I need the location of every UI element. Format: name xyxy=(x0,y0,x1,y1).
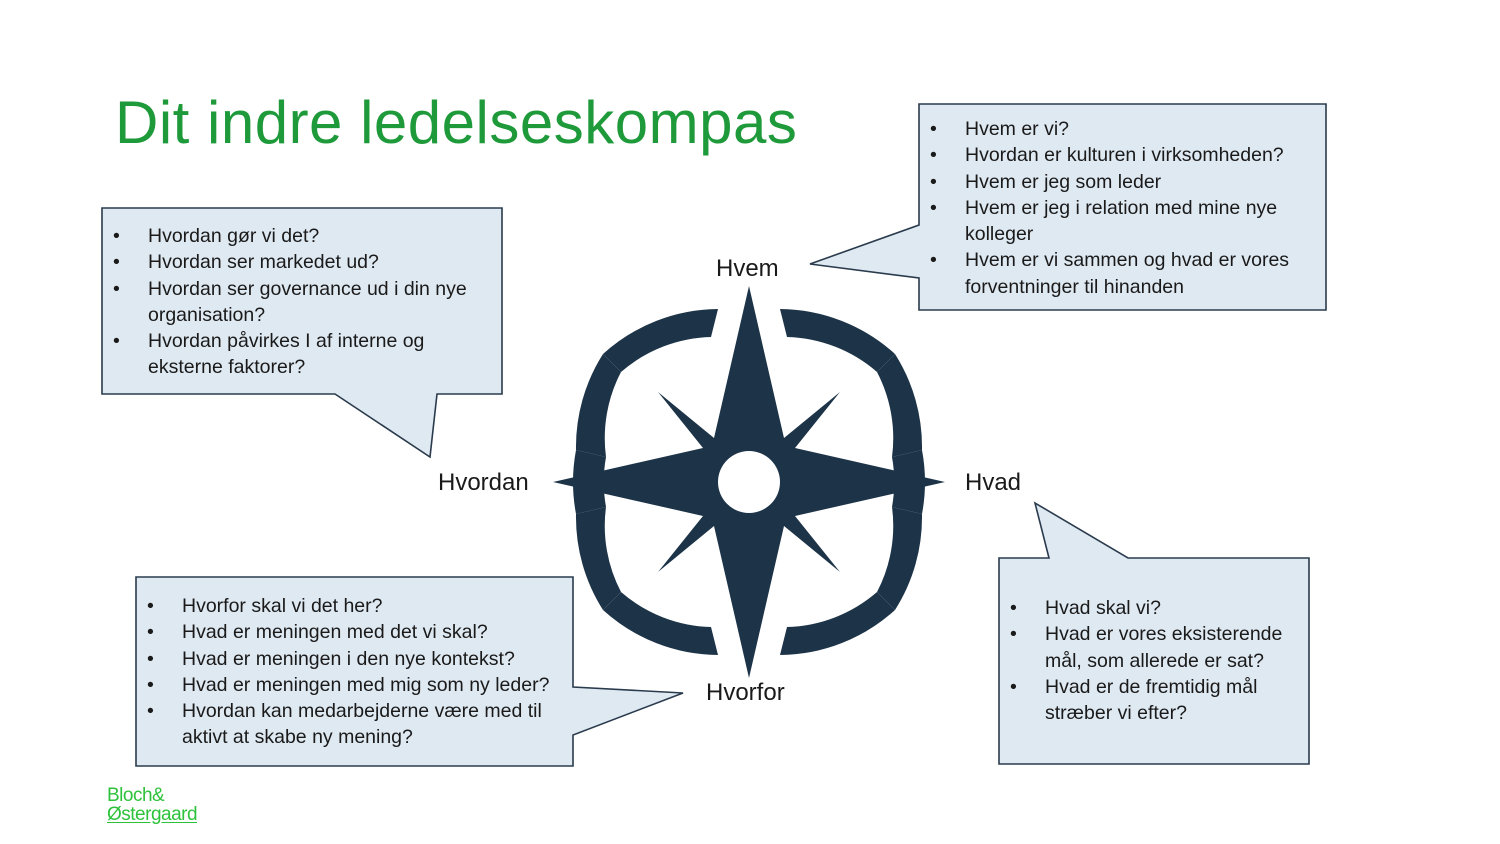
direction-east-label: Hvad xyxy=(965,469,1022,496)
bubble-hvordan xyxy=(102,223,497,381)
bubble-hvorfor-item: • Hvad er meningen med det vi skal? xyxy=(136,619,566,645)
bubble-hvem-item: • Hvem er jeg som leder xyxy=(919,169,1314,195)
bubble-hvad-item: • Hvad er vores eksisterende mål, som allerede er sat? xyxy=(999,621,1304,674)
bubble-hvordan-item: • Hvordan gør vi det? xyxy=(102,223,497,249)
bubble-hvorfor xyxy=(136,593,566,751)
bubble-hvad-item: • Hvad skal vi? xyxy=(999,595,1304,621)
compass-star-icon xyxy=(553,286,945,678)
bubble-hvorfor-item: • Hvad er meningen med mig som ny leder? xyxy=(136,672,566,698)
direction-west-label: Hvordan xyxy=(438,469,529,496)
bubble-hvad-item: • Hvad er de fremtidig mål stræber vi efter? xyxy=(999,674,1304,727)
bubble-hvem-item: • Hvem er vi sammen og hvad er vores forventninger til hinanden xyxy=(919,247,1314,300)
bubble-hvorfor-item: • Hvad er meningen i den nye kontekst? xyxy=(136,646,566,672)
bubble-hvorfor-item: • Hvorfor skal vi det her? xyxy=(136,593,566,619)
bubble-hvem-item: • Hvem er jeg i relation med mine nye kolleger xyxy=(919,195,1314,248)
compass-icon xyxy=(553,286,945,678)
logo-line-2: Østergaard xyxy=(107,804,198,825)
bubble-hvorfor-item: • Hvordan kan medarbejderne være med til aktivt at skabe ny mening? xyxy=(136,698,566,751)
brand-logo xyxy=(107,786,197,824)
bubble-hvordan-item: • Hvordan ser governance ud i din nye organisation? xyxy=(102,276,497,329)
direction-south-label: Hvorfor xyxy=(706,679,785,706)
bubble-hvem xyxy=(919,116,1314,300)
bubble-hvem-item: • Hvordan er kulturen i virksomheden? xyxy=(919,142,1314,168)
direction-north-label: Hvem xyxy=(716,255,779,282)
logo-line-1: Bloch& xyxy=(107,785,165,806)
bubble-hvem-item: • Hvem er vi? xyxy=(919,116,1314,142)
page-title: Dit indre ledelseskompas xyxy=(115,89,798,156)
bubble-hvordan-item: • Hvordan ser markedet ud? xyxy=(102,249,497,275)
bubble-hvad xyxy=(999,595,1304,726)
bubble-hvordan-item: • Hvordan påvirkes I af interne og eksterne faktorer? xyxy=(102,328,497,381)
